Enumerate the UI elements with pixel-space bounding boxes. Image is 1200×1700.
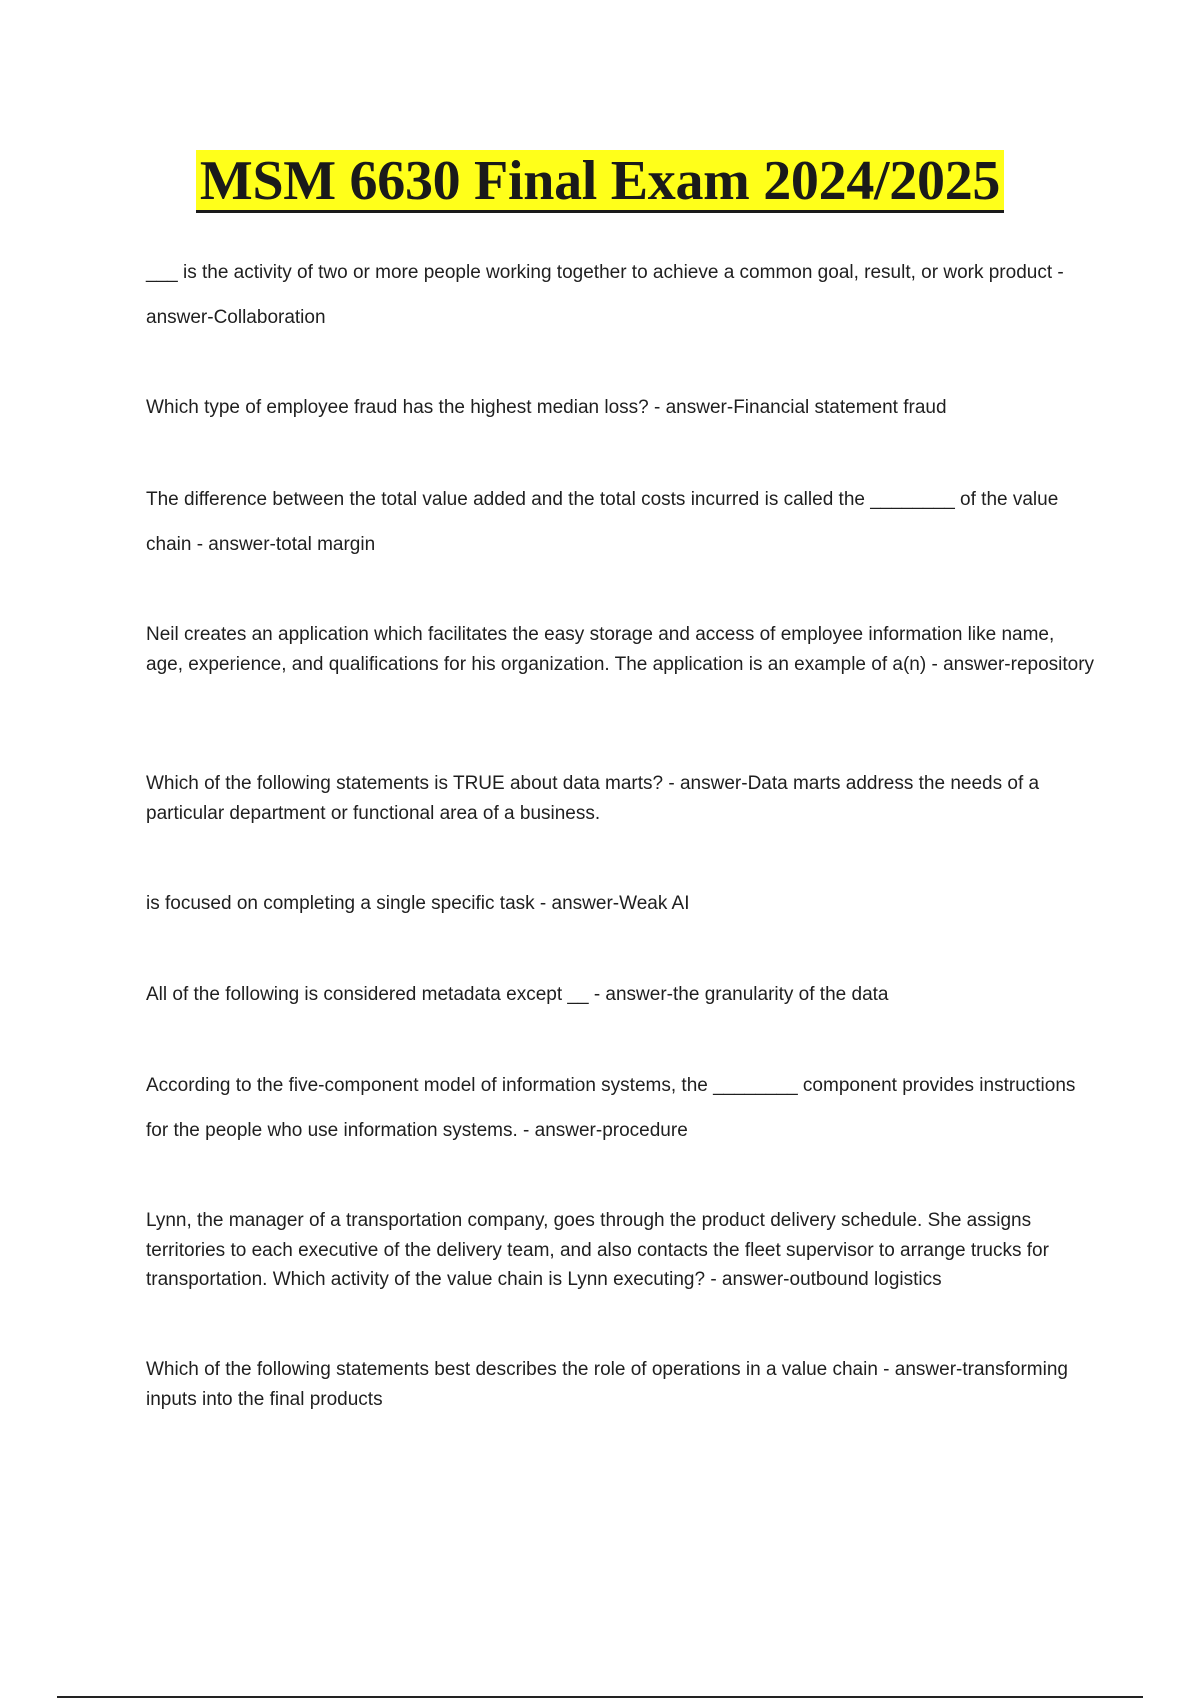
qa-entry-2: Which type of employee fraud has the highest median loss? - answer-Financial statement fraud: [146, 397, 947, 418]
page-bottom-rule: [57, 1696, 1143, 1698]
qa-entry-10: Which of the following statements best describes the role of operations in a value chain - answer-transforming inputs into the final products: [146, 1359, 1068, 1410]
qa-entry-4: Neil creates an application which facilitates the easy storage and access of employee information like name, age, experience, and qualifications for his organization. The application is an example of a(n) - answer-repository: [146, 624, 1095, 675]
qa-entry-6: is focused on completing a single specific task - answer-Weak AI: [146, 893, 690, 914]
qa-entry-8: According to the five-component model of information systems, the ________ component provides instructions for the people who use information systems. - answer-procedure: [146, 1075, 1076, 1141]
qa-entry-3: The difference between the total value added and the total costs incurred is called the ________ of the value chain - answer-total margin: [146, 489, 1059, 555]
qa-entry-5: Which of the following statements is TRUE about data marts? - answer-Data marts address the needs of a particular department or functional area of a business.: [146, 773, 1040, 824]
title-container: [0, 150, 1200, 213]
qa-entry-1: ___ is the activity of two or more people working together to achieve a common goal, result, or work product - answer-Collaboration: [146, 262, 1064, 328]
qa-entry-9: Lynn, the manager of a transportation company, goes through the product delivery schedule. She assigns territories to each executive of the delivery team, and also contacts the fleet supervisor to arrange trucks for transportation. Which activity of the value chain is Lynn executing? - answer-outbound logistics: [146, 1210, 1049, 1290]
qa-entry-7: All of the following is considered metadata except __ - answer-the granularity of the data: [146, 984, 889, 1005]
document-title: MSM 6630 Final Exam 2024/2025: [196, 150, 1004, 213]
